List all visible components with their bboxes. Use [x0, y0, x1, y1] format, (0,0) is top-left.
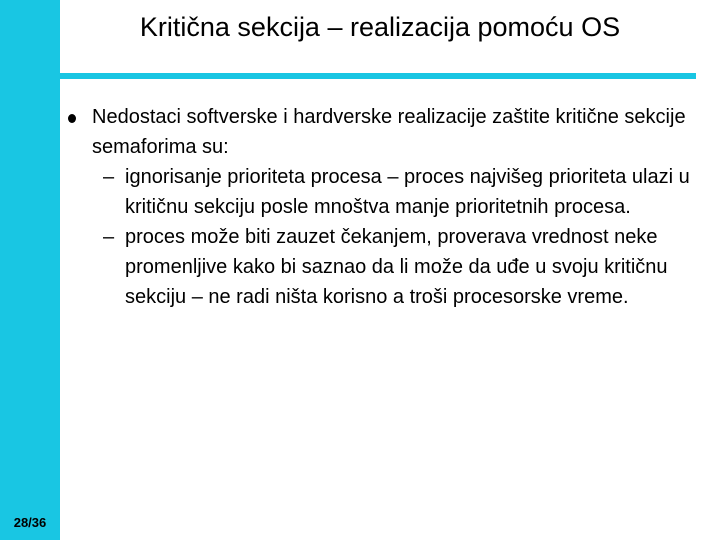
- left-accent-bar: [0, 0, 60, 540]
- sub-bullet-item: [92, 222, 702, 312]
- bullet-dot-icon: [68, 114, 76, 123]
- dash-marker: –: [102, 226, 115, 248]
- slide-content: [92, 102, 702, 312]
- sub-bullet-item: [92, 162, 702, 222]
- dash-marker: –: [102, 166, 115, 188]
- slide-page-number: 28/36: [13, 515, 47, 530]
- slide-title: Kritična sekcija – realizacija pomoću OS: [139, 12, 621, 42]
- sub-bullet-text: proces može biti zauzet čekanjem, proverava vrednost neke promenljive kako bi saznao da li može da uđe u svoju kritičnu sekciju – ne radi ništa korisno a troši procesorske vreme.: [125, 226, 668, 308]
- bullet-item: [92, 102, 702, 162]
- bullet-text: Nedostaci softverske i hardverske realizacije zaštite kritične sekcije semaforima su:: [92, 106, 686, 158]
- sub-bullet-list: [92, 162, 702, 312]
- title-underline-rule: [60, 73, 696, 79]
- sub-bullet-text: ignorisanje prioriteta procesa – proces najvišeg prioriteta ulazi u kritičnu sekciju posle mnoštva manje prioritetnih procesa.: [125, 166, 690, 218]
